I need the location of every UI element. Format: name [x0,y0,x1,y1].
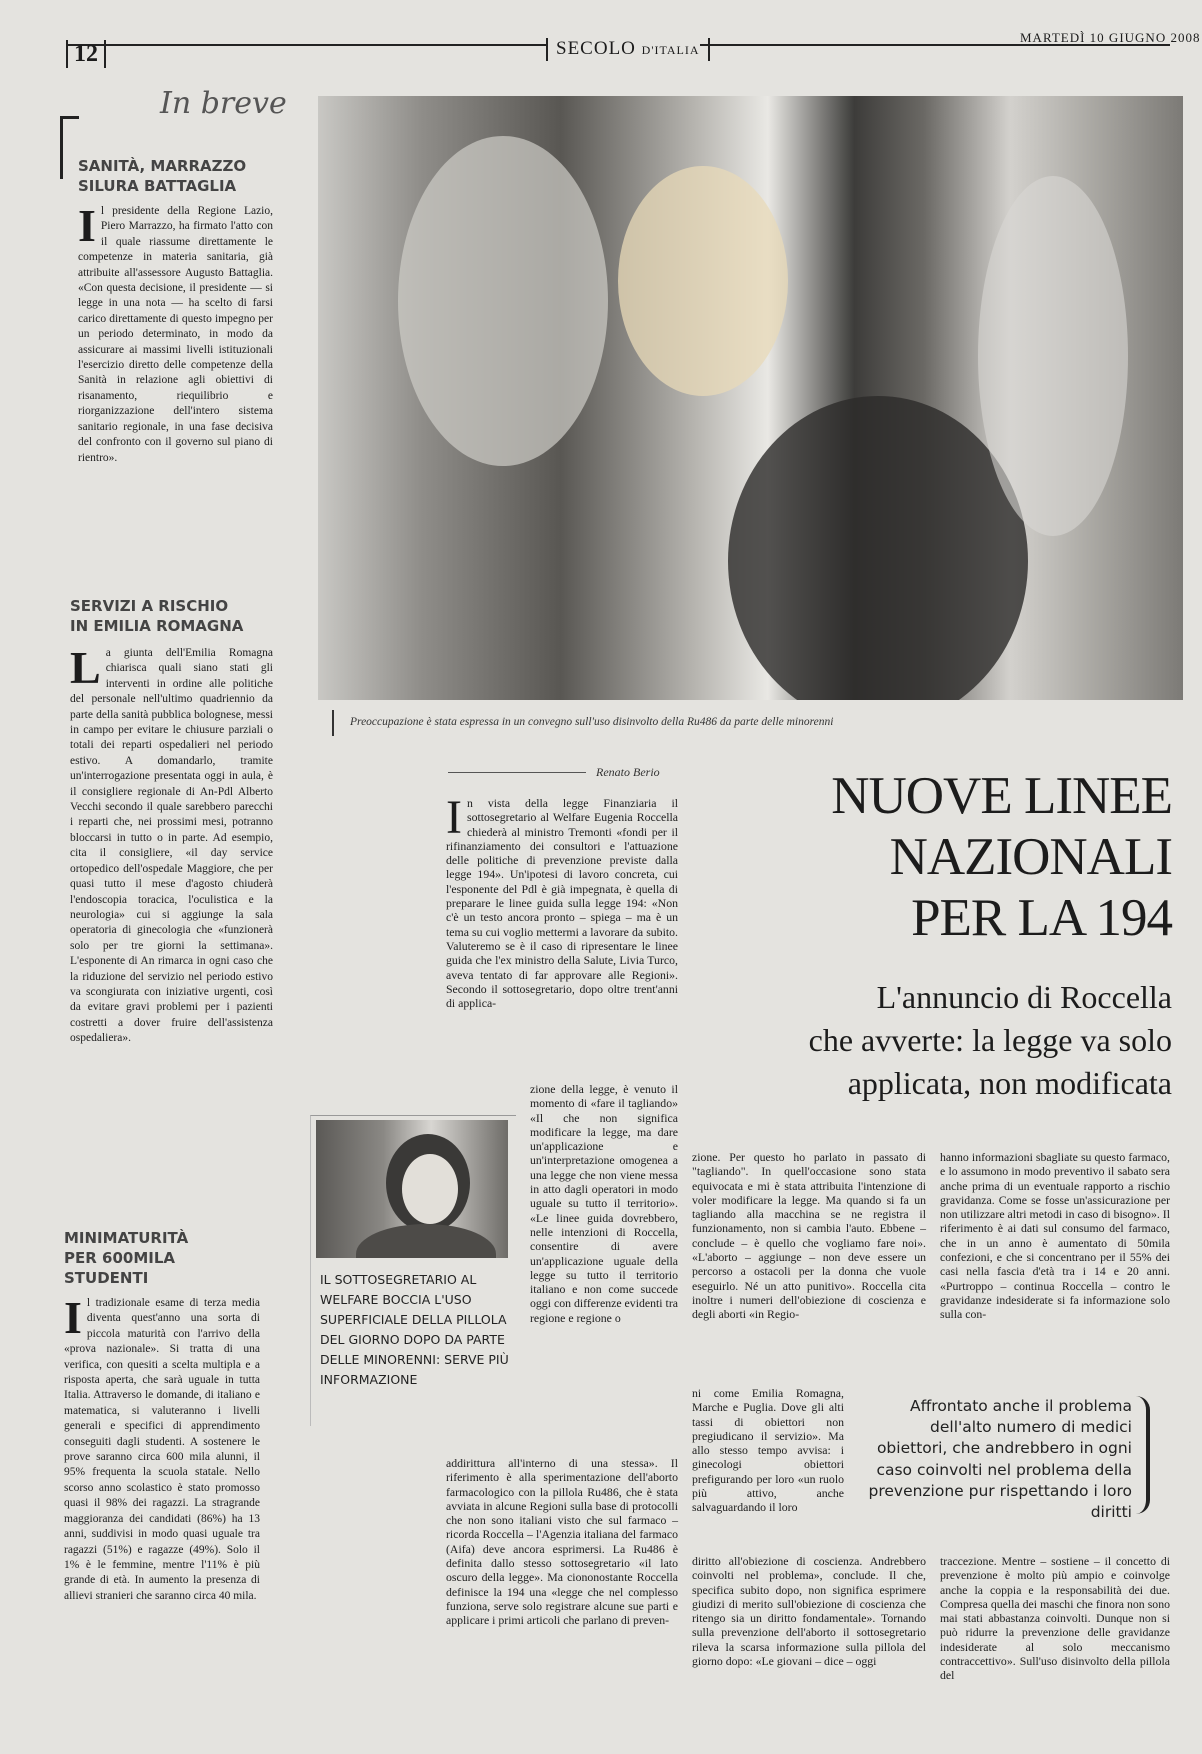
article-col3-bottom: traccezione. Mentre – sostiene – il concetto di prevenzione è molto più ampio e coinvolge anche la coppia e la responsabilità dei due. Compresa quella dei maschi che finora non sono mai stati abbastanza coinvolti. Dunque non si può ridurre la prevenzione delle gravidanze indesiderate al solo meccanismo contraccettivo». Sull'uso disinvolto della pillola del [940,1554,1170,1683]
brief-2-title-line1: SERVIZI A RISCHIO [70,597,229,615]
brief-1-text: l presidente della Regione Lazio, Piero Marrazzo, ha firmato l'atto con il quale riassume direttamente le competenze in materia sanitaria, già attribuite all'assessore Augusto Battaglia. «Con questa decisione, il presidente — si legge in una nota — ha scelto di farsi carico direttamente di questo impegno per un periodo determinato, in modo da assicurare ai massimi livelli istituzionali l'esercizio diretto delle competenze della Sanità in relazione agli obiettivi di risanamento, riequilibrio e riorganizzazione dell'intero sistema sanitario regionale, in una fase decisiva del confronto con il governo sul piano di rientro». [78,205,273,464]
caption-bar [332,710,334,736]
brief-2-title-line2: IN EMILIA ROMAGNA [70,617,244,635]
brief-3-dropcap: I [64,1292,82,1343]
byline: Renato Berio [596,765,660,779]
article-col2-bottom: diritto all'obiezione di coscienza. Andrebbero coinvolti nel problema», conclude. Il che, specifica subito dopo, non significa esprimere giudizi di merito sull'obiezione di coscienza che ritengo sia un diritto fondamentale». Tornando sulla prevenzione dell'aborto il sottosegretario rileva la scarsa informazione sulla pillola del giorno dopo: «Le giovani – dice – oggi [692,1554,926,1669]
brief-1-title-line1: SANITÀ, MARRAZZO [78,157,247,175]
brief-1-body [78,200,273,466]
headline [612,766,1172,949]
brief-1 [78,156,273,466]
article-col1-top [446,791,678,1011]
main-photo [318,96,1183,700]
brief-2-title [70,596,273,636]
headline-line3: PER LA 194 [911,889,1172,947]
pull-quote: Affrontato anche il problema dell'alto numero di medici obiettori, che andrebbero in ogni caso coinvolti nel problema della prevenzione pur rispettando i loro diritti [868,1397,1132,1522]
article-col1-top-text: n vista della legge Finanziaria il sottosegretario al Welfare Eugenia Roccella chiederà al ministro Tremonti «fondi per il rifinanziamento dei consultori e l'attuazione delle politiche di prevenzione previste dalla legge 194». Un'ipotesi di lavoro concreta, cui l'esponente del Pdl è già impegnata, è quella di preparare le linee guida sulla legge 194: «Non c'è un testo ancora pronto – spiega – ma è un tema su cui voglio mettermi a lavorare da subito. Valuteremo se è il caso di ripresentare le linee guida che l'ex ministro della Salute, Livia Turco, aveva tentato di far approvare alle Regioni». Secondo il sottosegretario, dopo oltre trent'anni di applica- [446,796,678,1011]
article-col1-bottom: addirittura all'interno di una stessa». Il riferimento è alla sperimentazione dell'aborto farmacologico con la pillola Ru486, che è stata avviata in alcune Regioni sulla base di protocolli che non sono italiani visto che sul farmaco – ricorda Roccella – l'Agenzia italiana del farmaco (Aifa) deve ancora esprimersi. La Ru486 è definita dallo stesso sottosegretario «il lato oscuro della legge». Ma ciononostante Roccella definisce la 194 una «legge che nel complesso funziona, serve solo registrare alcune sue parti e applicare i primi articoli che parlano di preven- [446,1456,678,1628]
brief-1-title-line2: SILURA BATTAGLIA [78,177,237,195]
brief-2-body [70,642,273,1047]
brief-1-title [78,156,273,196]
brief-3-text: l tradizionale esame di terza media diventa quest'anno una sorta di piccola maturità con l'arrivo della «prova nazionale». Si tratta di una verifica, con quesiti a scelta multipla e a risposta aperta, che sarà uguale in tutta Italia. Attraverso le domande, di italiano e matematica, si valuteranno i livelli generali e specifici di apprendimento conseguiti dagli studenti. A sostenere le prove saranno circa 600 mila alunni, il 95% frequenta la scuola statale. Nello scorso anno scolastico è stato promosso quasi il 98% dei ragazzi. La stragrande maggioranza dei candidati (86%) ha 13 anni, suddivisi in modo quasi uguale tra ragazzi (51%) e ragazze (49%). Solo il 1% è le femmine, mentre l'11% è più grande di età. In aumento la presenza di allievi stranieri che saranno circa 40 mila. [64,1297,260,1602]
headline-line1: NUOVE LINEE [831,767,1172,825]
subheadline [652,976,1172,1105]
pull-quote-brace [1136,1396,1150,1514]
brief-3-title-line1: MINIMATURITÀ [64,1229,189,1247]
masthead-title: SECOLO [556,38,636,59]
header-rule-left [66,44,546,46]
inset-photo-shoulders [356,1224,496,1258]
inset-photo-face [402,1154,458,1224]
photo-figure-left [398,136,608,466]
issue-date: MARTEDÌ 10 GIUGNO 2008 [1020,30,1201,45]
brief-bracket [60,116,79,179]
section-label: In breve [160,86,287,121]
photo-caption: Preoccupazione è stata espressa in un convegno sull'uso disinvolto della Ru486 da parte delle minorenni [350,716,834,728]
inset-photo [316,1120,508,1258]
subheadline-line1: L'annuncio di Roccella [876,979,1172,1015]
brief-1-dropcap: I [78,200,96,251]
photo-figure-dark-shirt [728,396,1028,700]
brief-3-title-line2: PER 600MILA STUDENTI [64,1249,175,1287]
brief-2 [70,596,273,1047]
photo-figure-center [618,166,788,396]
subheadline-line3: applicata, non modificata [847,1065,1172,1101]
photo-figure-right [978,176,1128,536]
article-col1-narrow: zione della legge, è venuto il momento di «fare il tagliando» «Il che non significa modificare la legge, ma dare un'applicazione e un'interpretazione omogenea a una legge che non viene messa in atto dagli operatori in modo uguale su tutto il territorio». «Le linee guida dovrebbero, nelle intenzioni di Roccella, consentire di avere un'applicazione uguale della legge su tutto il territorio italiano e non come succede oggi con differenze evidenti tra regione e regione o [530,1082,678,1325]
inset-caption: IL SOTTOSEGRETARIO AL WELFARE BOCCIA L'USO SUPERFICIALE DELLA PILLOLA DEL GIORNO DOPO DA PARTE DELLE MINORENNI: SERVE PIÙ INFORMAZIONE [320,1272,509,1387]
byline-rule [448,772,586,773]
masthead [546,38,710,61]
brief-2-dropcap: L [70,642,101,693]
page-number: 12 [66,40,106,68]
masthead-subtitle: D'ITALIA [641,43,700,57]
article-dropcap: I [446,791,462,844]
brief-3 [64,1228,260,1604]
subheadline-line2: che avverte: la legge va solo [808,1022,1172,1058]
brief-3-body [64,1292,260,1604]
headline-line2: NAZIONALI [889,828,1172,886]
brief-2-text: a giunta dell'Emilia Romagna chiarisca quali siano stati gli interventi in ordine alle politiche del personale nell'ultimo quadriennio da parte della sanità pubblica bolognese, messi in campo per evitare le chiusure parziali o totali dei reparti ospedalieri nel periodo estivo. A domandarlo, tramite un'interrogazione presentata oggi in aula, è il consigliere regionale di An-Pdl Alberto Vecchi secondo il quale sarebbero parecchi i reparti che, nei prossimi mesi, potranno bloccarsi in tutto o in parte. Ad esempio, cita il consigliere, «il day service ortopedico dell'ospedale Maggiore, che per quasi tutto il mese d'agosto chiuderà l'endoscopia toracica, l'oculistica e la neurologia» cui si aggiunge la sala operatoria di ginecologia che «funzionerà solo per tre giorni la settimana». L'esponente di An rimarca in ogni caso che la riduzione del servizio nel periodo estivo va scongiurata con iniziative urgenti, così da evitare gravi problemi per i pazienti costretti a dover fruire dell'assistenza ospedaliera». [70,647,273,1045]
article-col3-top: hanno informazioni sbagliate su questo farmaco, e lo assumono in modo preventivo il sabato sera anche prima di un eventuale rapporto a rischio gravidanza. Come se fosse un'assicurazione per non utilizzare altri metodi in caso di bisogno». Il riferimento è ai dati sul consumo del farmaco, che in un anno è aumentato di 50mila confezioni, e che si concentrano per il 55% dei casi nella fascia d'età tra i 14 e 20 anni. «Purtroppo – continua Roccella – contro le gravidanze indesiderate si fa informazione solo sulla con- [940,1150,1170,1322]
article-col2-narrow: ni come Emilia Romagna, Marche e Puglia. Dove gli alti tassi di obiettori non pregiudicano il servizio». Ma allo stesso tempo avvisa: i ginecologi obiettori prefigurando per loro «un ruolo più attivo, anche salvaguardando il loro [692,1386,844,1515]
article-col2-top: zione. Per questo ho parlato in passato di "tagliando". In quell'occasione sono stata equivocata e mi è stata attribuita l'intenzione di voler modificare la legge. Ma quando si fa un tagliando alla macchina se ne registra il funzionamento, non si cambia l'auto. Ebbene – conclude – è quello che vogliamo fare noi». «L'aborto – aggiunge – non deve essere un percorso a ostacoli per la donna che vuole eseguirlo. Né un atto punitivo». Roccella cita inoltre i numeri dell'obiezione di coscienza e degli aborti «in Regio- [692,1150,926,1322]
brief-3-title [64,1228,260,1288]
